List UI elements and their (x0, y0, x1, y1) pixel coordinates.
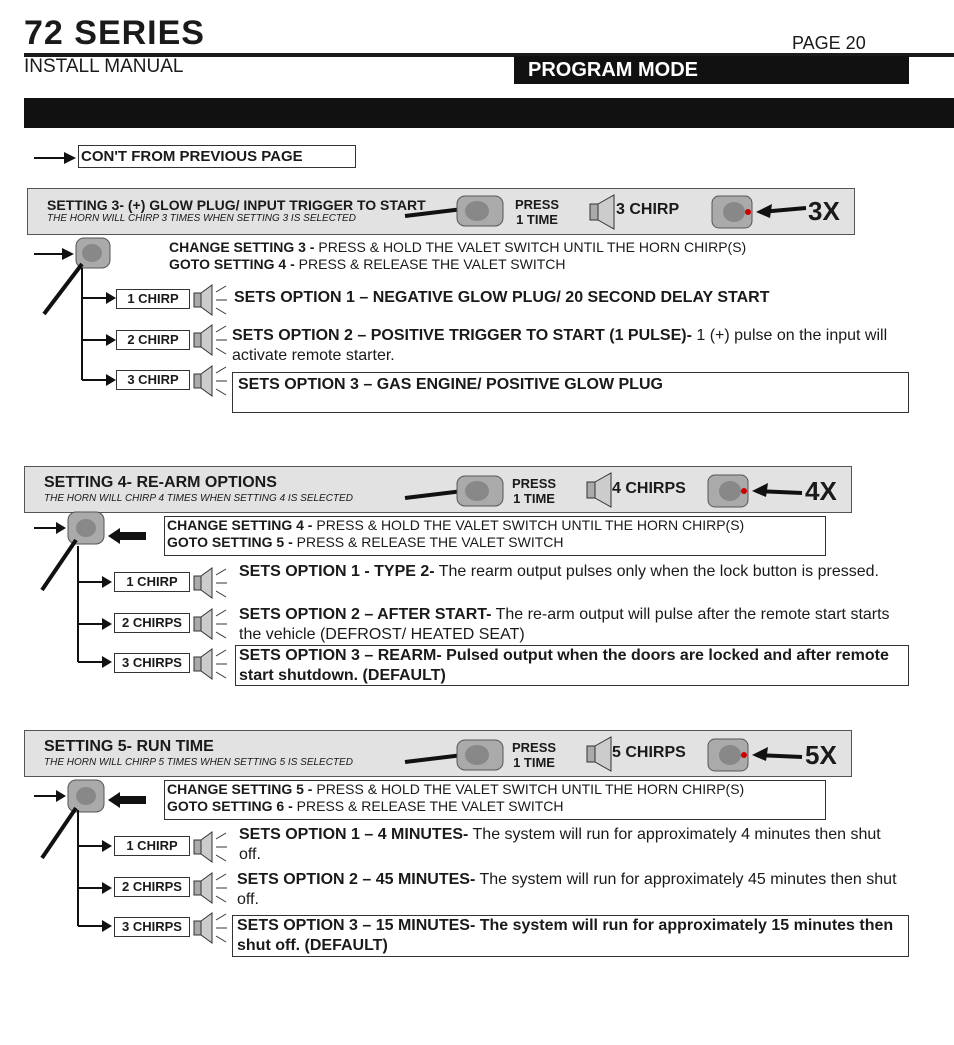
branch-lines (80, 268, 120, 388)
press-instruction (515, 197, 559, 227)
option-description (237, 870, 904, 910)
setting-3-times: 3X (808, 196, 840, 226)
horn-speaker-icon (194, 567, 228, 599)
press-label: PRESS (512, 740, 557, 755)
page-number: PAGE 20 (792, 33, 866, 53)
option-title: SETS OPTION 3 – REARM- Pulsed output when the doors are locked and after remote start shutdown. (DEFAULT) (239, 647, 889, 684)
goto-text: PRESS & RELEASE THE VALET SWITCH (294, 256, 566, 272)
valet-led-icon (706, 735, 804, 775)
option-chirp-box: 1 CHIRP (114, 836, 190, 856)
change-label: CHANGE SETTING 4 - (167, 517, 313, 533)
continued-note: CON'T FROM PREVIOUS PAGE (78, 145, 356, 168)
option-default-box (232, 372, 909, 413)
press-count: 1 TIME (516, 212, 558, 227)
press-instruction (512, 476, 556, 506)
option-title: SETS OPTION 2 – POSITIVE TRIGGER TO START (1 PULSE)- (232, 327, 692, 344)
setting-4-note: THE HORN WILL CHIRP 4 TIMES WHEN SETTING 4 IS SELECTED (44, 493, 353, 504)
horn-speaker-icon (590, 194, 616, 230)
setting-3-title: SETTING 3- (+) GLOW PLUG/ INPUT TRIGGER TO START (47, 197, 426, 213)
horn-speaker-icon (194, 324, 228, 356)
setting-5-note: THE HORN WILL CHIRP 5 TIMES WHEN SETTING 5 IS SELECTED (44, 757, 353, 768)
option-chirp-box: 2 CHIRPS (114, 877, 190, 897)
option-chirp-box: 3 CHIRPS (114, 917, 190, 937)
setting-4-instructions (164, 516, 826, 556)
setting-5-times: 5X (805, 740, 837, 770)
goto-label: GOTO SETTING 6 - (167, 798, 293, 814)
change-label: CHANGE SETTING 3 - (169, 239, 315, 255)
setting-4-title: SETTING 4- RE-ARM OPTIONS (44, 474, 277, 491)
option-description (232, 326, 904, 366)
press-count: 1 TIME (513, 755, 555, 770)
change-text: PRESS & HOLD THE VALET SWITCH UNTIL THE HORN CHIRP(S) (314, 239, 747, 255)
option-chirp-box: 3 CHIRP (116, 370, 190, 390)
valet-switch-icon (405, 736, 515, 776)
option-chirp-box: 2 CHIRP (116, 330, 190, 350)
valet-led-icon (706, 471, 804, 511)
option-chirp-box: 1 CHIRP (116, 289, 190, 309)
option-title: SETS OPTION 1 – NEGATIVE GLOW PLUG/ 20 SECOND DELAY START (234, 289, 770, 306)
manual-title: 72 SERIES (24, 14, 205, 52)
setting-5-chirp-count: 5 CHIRPS (612, 744, 686, 761)
arrow-right-icon (34, 150, 78, 166)
option-title: SETS OPTION 3 – 15 MINUTES- The system will run for approximately 15 minutes then shut off. (DEFAULT) (237, 917, 894, 954)
valet-switch-icon (405, 472, 515, 512)
press-instruction (512, 740, 556, 770)
horn-speaker-icon (194, 648, 228, 680)
option-title: SETS OPTION 1 – 4 MINUTES- (239, 826, 469, 843)
option-detail: The system will run for approximately 45 minutes then shut off. (237, 871, 897, 908)
horn-speaker-icon (194, 912, 228, 944)
option-detail: The re-arm output will pulse after the remote start starts the vehicle (DEFROST/ HEATED SEAT) (239, 606, 890, 643)
option-description (239, 825, 904, 865)
horn-speaker-icon (194, 284, 228, 316)
option-description (234, 288, 904, 308)
horn-speaker-icon (194, 365, 228, 397)
setting-3-instructions (169, 239, 746, 273)
divider-band (24, 98, 954, 128)
branch-lines (76, 810, 116, 934)
option-title: SETS OPTION 2 – 45 MINUTES- (237, 871, 476, 888)
change-text: PRESS & HOLD THE VALET SWITCH UNTIL THE HORN CHIRP(S) (312, 781, 745, 797)
horn-speaker-icon (587, 736, 613, 772)
option-title: SETS OPTION 1 - TYPE 2- (239, 563, 435, 580)
horn-speaker-icon (194, 608, 228, 640)
change-text: PRESS & HOLD THE VALET SWITCH UNTIL THE HORN CHIRP(S) (312, 517, 745, 533)
section-banner: PROGRAM MODE (514, 56, 909, 84)
option-description (239, 562, 904, 582)
horn-speaker-icon (194, 831, 228, 863)
horn-speaker-icon (587, 472, 613, 508)
press-count: 1 TIME (513, 491, 555, 506)
setting-4-chirp-count: 4 CHIRPS (612, 480, 686, 497)
change-label: CHANGE SETTING 5 - (167, 781, 313, 797)
valet-switch-icon (405, 192, 515, 232)
branch-lines (76, 546, 116, 670)
goto-text: PRESS & RELEASE THE VALET SWITCH (292, 534, 564, 550)
option-default-box (235, 645, 909, 686)
press-label: PRESS (512, 476, 557, 491)
option-title: SETS OPTION 3 – GAS ENGINE/ POSITIVE GLOW PLUG (238, 376, 663, 393)
option-detail: The rearm output pulses only when the lock button is pressed. (434, 563, 879, 580)
setting-5-title: SETTING 5- RUN TIME (44, 738, 214, 755)
option-title: SETS OPTION 2 – AFTER START- (239, 606, 492, 623)
option-default-box (232, 915, 909, 957)
option-chirp-box: 3 CHIRPS (114, 653, 190, 673)
setting-4-times: 4X (805, 476, 837, 506)
option-chirp-box: 1 CHIRP (114, 572, 190, 592)
manual-subtitle: INSTALL MANUAL (24, 56, 184, 77)
valet-led-icon (710, 192, 808, 232)
goto-label: GOTO SETTING 4 - (169, 256, 295, 272)
setting-3-chirp-count: 3 CHIRP (616, 201, 680, 218)
option-detail: 1 (+) pulse on the input will activate remote starter. (232, 327, 888, 364)
press-label: PRESS (515, 197, 560, 212)
goto-label: GOTO SETTING 5 - (167, 534, 293, 550)
horn-speaker-icon (194, 872, 228, 904)
setting-5-instructions (164, 780, 826, 820)
goto-text: PRESS & RELEASE THE VALET SWITCH (292, 798, 564, 814)
setting-3-note: THE HORN WILL CHIRP 3 TIMES WHEN SETTING 3 IS SELECTED (47, 213, 356, 224)
option-chirp-box: 2 CHIRPS (114, 613, 190, 633)
option-description (239, 605, 904, 645)
option-detail: The system will run for approximately 4 minutes then shut off. (239, 826, 881, 863)
